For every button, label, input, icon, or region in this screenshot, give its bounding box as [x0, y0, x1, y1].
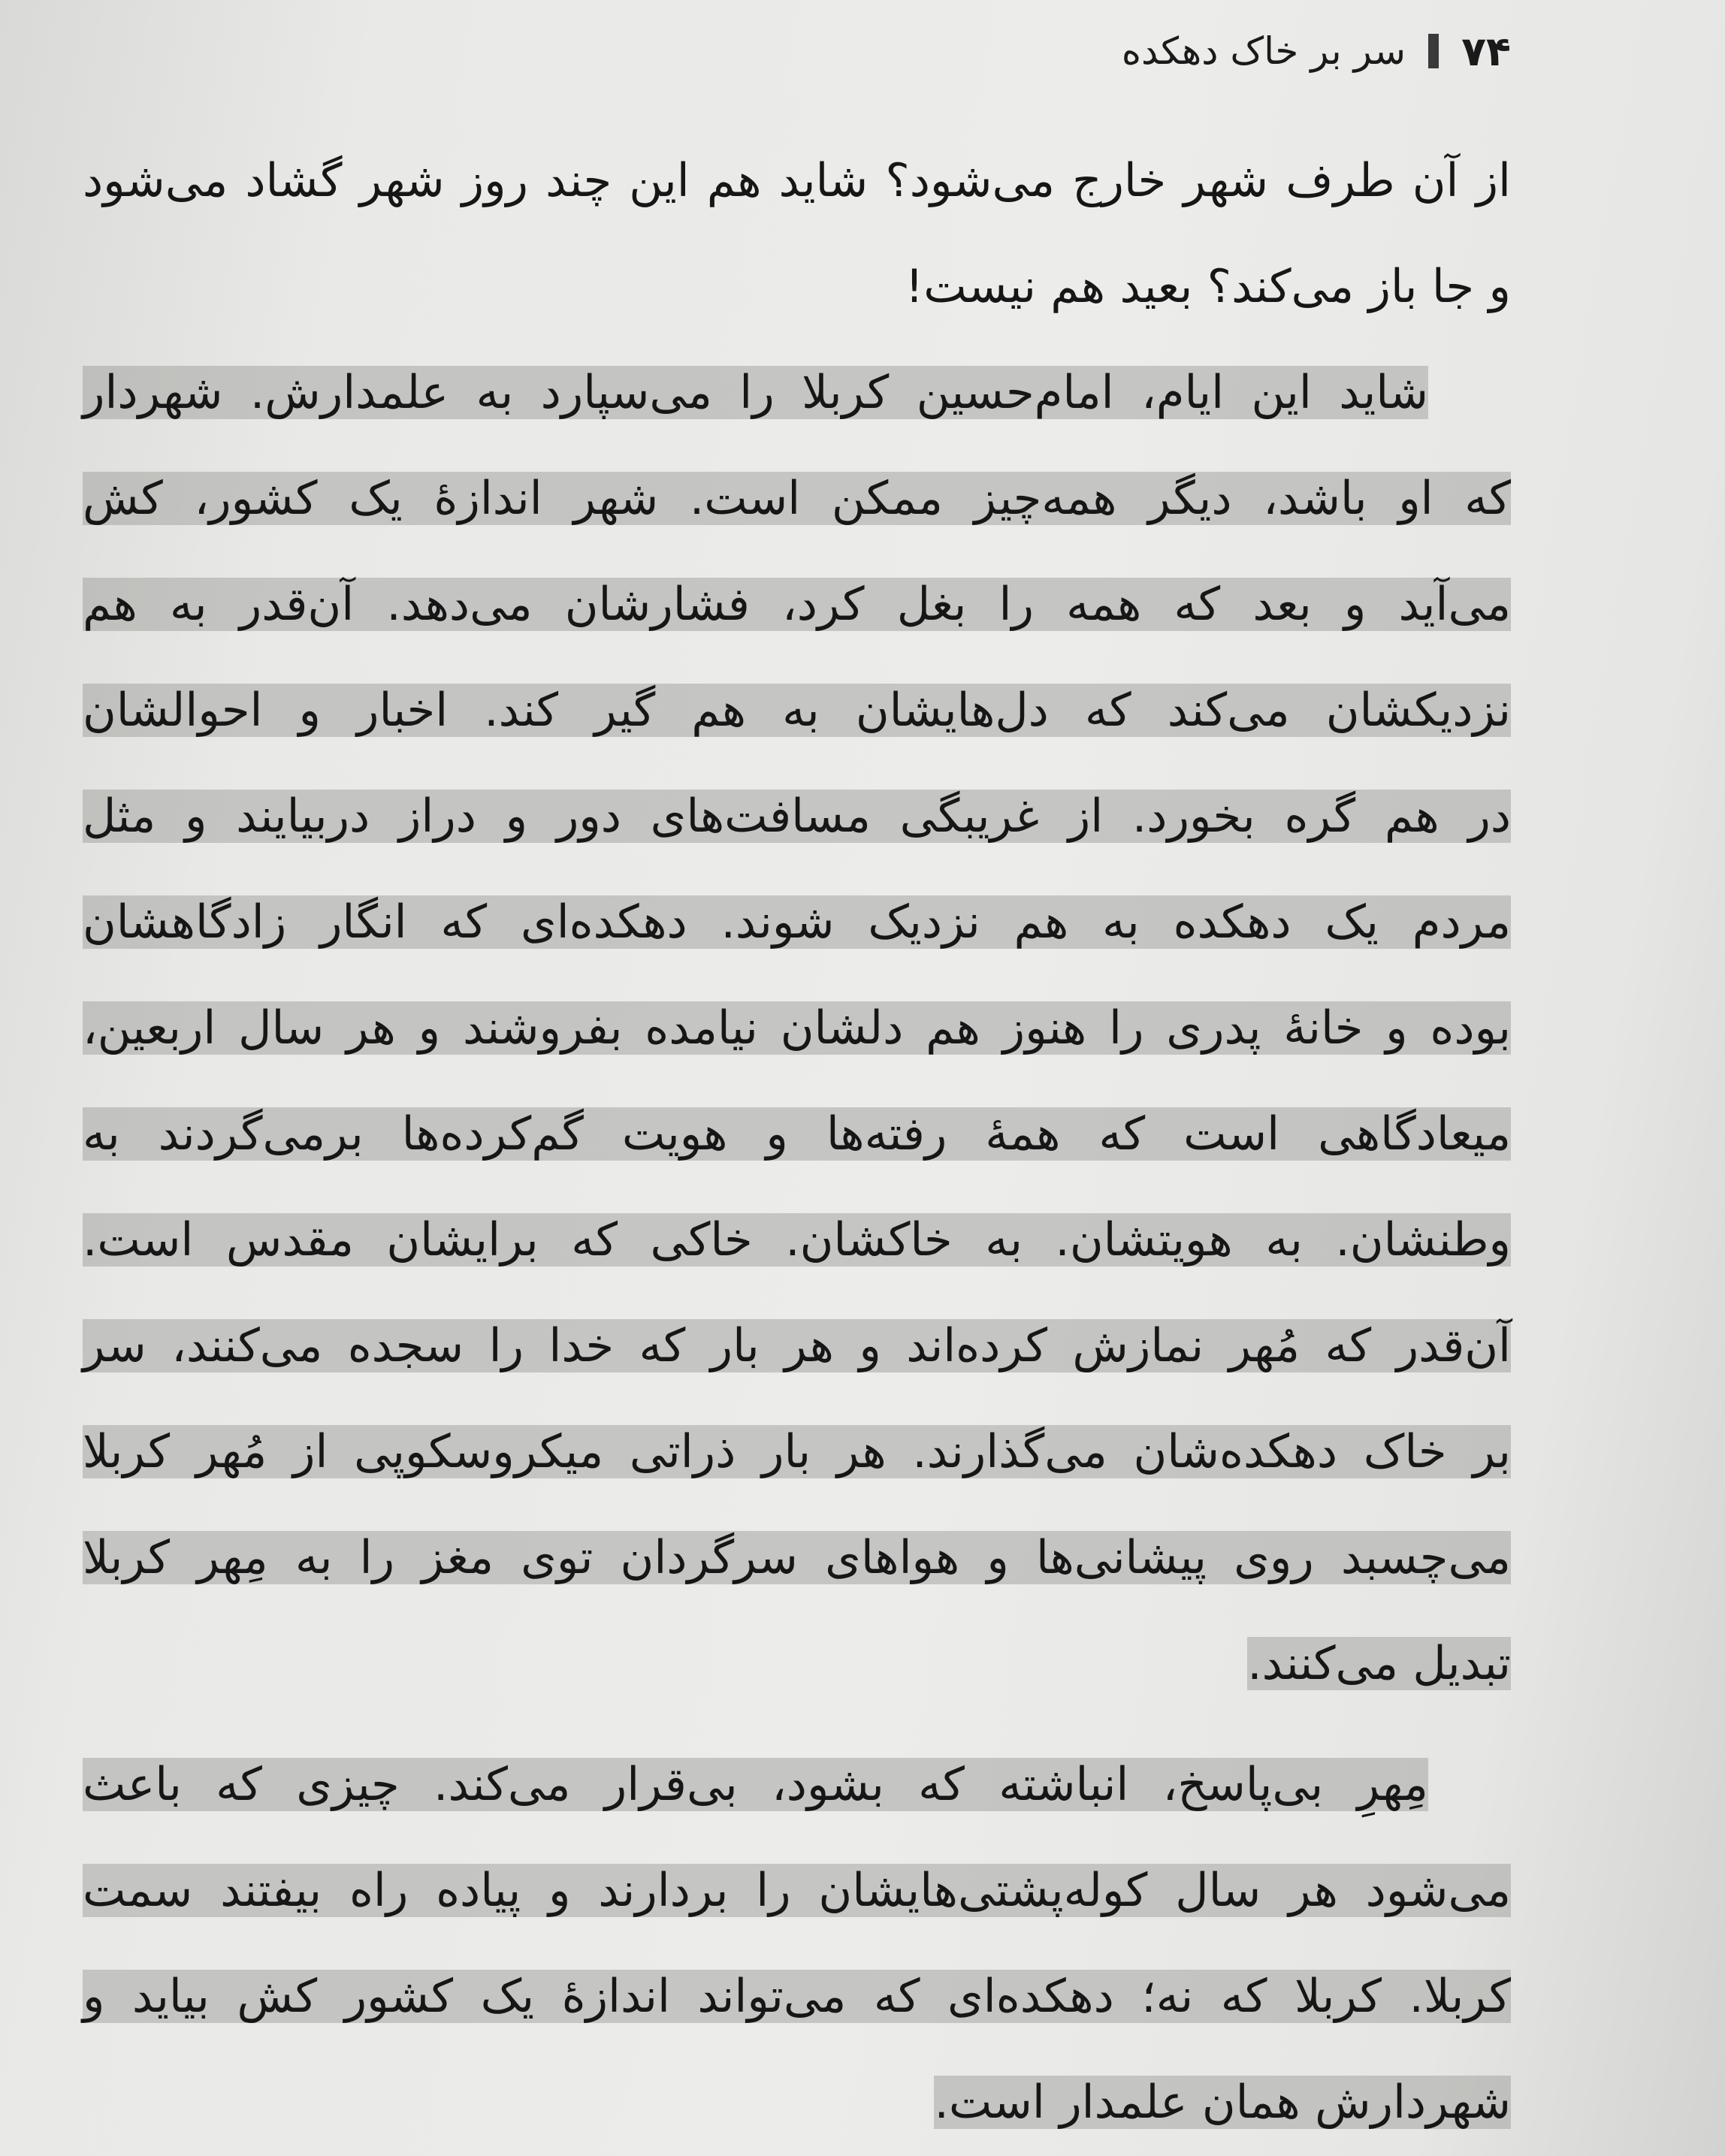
highlight: تبدیل می‌کنند. — [1247, 1637, 1511, 1690]
highlight: کربلا. کربلا که نه؛ دهکده‌ای که می‌تواند اندازهٔ یک کشور کش بیاید و — [83, 1970, 1511, 2023]
page-number: ۷۴ — [1461, 27, 1511, 75]
text-line — [83, 763, 1511, 869]
text-line: و جا باز می‌کند؟ بعید هم نیست! — [905, 260, 1511, 313]
highlight: وطنشان. به هویتشان. به خاکشان. خاکی که برایشان مقدس است. — [83, 1213, 1511, 1267]
text-line — [83, 340, 1511, 445]
highlight: بر خاک دهکده‌شان می‌گذارند. هر بار ذراتی میکروسکوپی از مُهر کربلا — [83, 1425, 1511, 1478]
highlight: می‌آید و بعد که همه را بغل کرد، فشارشان می‌دهد. آن‌قدر به هم — [83, 578, 1511, 631]
text-line — [83, 869, 1511, 975]
text-line — [83, 1081, 1511, 1187]
header-divider — [1428, 34, 1439, 68]
highlight: در هم گره بخورد. از غریبگی مسافت‌های دور و دراز دربیایند و مثل — [83, 790, 1511, 843]
body-text — [83, 128, 1511, 2155]
highlight: شاید این ایام، امام‌حسین کربلا را می‌سپارد به علمدارش. شهردار — [83, 366, 1428, 419]
text-line — [83, 551, 1511, 657]
highlight: می‌چسبد روی پیشانی‌ها و هواهای سرگردان توی مغز را به مِهر کربلا — [83, 1531, 1511, 1584]
paragraph-gap — [83, 1717, 1511, 1732]
text-line — [83, 657, 1511, 763]
text-line — [83, 1505, 1511, 1611]
highlight: مردم یک دهکده به هم نزدیک شوند. دهکده‌ای که انگار زادگاهشان — [83, 895, 1511, 949]
text-line — [83, 445, 1511, 551]
highlight: می‌شود هر سال کوله‌پشتی‌هایشان را بردارند و پیاده راه بیفتند سمت — [83, 1864, 1511, 1917]
highlight: آن‌قدر که مُهر نمازش کرده‌اند و هر بار که خدا را سجده می‌کنند، سر — [83, 1319, 1511, 1372]
text-line: از آن طرف شهر خارج می‌شود؟ شاید هم این چند روز شهر گشاد می‌شود — [83, 154, 1511, 207]
text-line — [83, 2049, 1511, 2155]
text-line — [83, 1943, 1511, 2049]
text-line — [83, 1187, 1511, 1293]
highlight: میعادگاهی است که همهٔ رفته‌ها و هویت گم‌کرده‌ها برمی‌گردند به — [83, 1107, 1511, 1161]
running-title: سر بر خاک دهکده — [1121, 29, 1406, 73]
text-line — [83, 1611, 1511, 1717]
page-header — [1122, 14, 1511, 89]
highlight: که او باشد، دیگر همه‌چیز ممکن است. شهر اندازهٔ یک کشور، کش — [83, 472, 1511, 525]
highlight: بوده و خانهٔ پدری را هنوز هم دلشان نیامده بفروشند و هر سال اربعین، — [83, 1001, 1511, 1055]
text-line — [83, 975, 1511, 1081]
text-line — [83, 1732, 1511, 1837]
text-line — [83, 1399, 1511, 1505]
text-line — [83, 1293, 1511, 1399]
highlight: نزدیکشان می‌کند که دل‌هایشان به هم گیر کند. اخبار و احوالشان — [83, 684, 1511, 737]
highlight: مِهرِ بی‌پاسخ، انباشته که بشود، بی‌قرار می‌کند. چیزی که باعث — [83, 1758, 1428, 1811]
text-line — [83, 1837, 1511, 1943]
highlight: شهردارش همان علمدار است. — [934, 2076, 1511, 2129]
